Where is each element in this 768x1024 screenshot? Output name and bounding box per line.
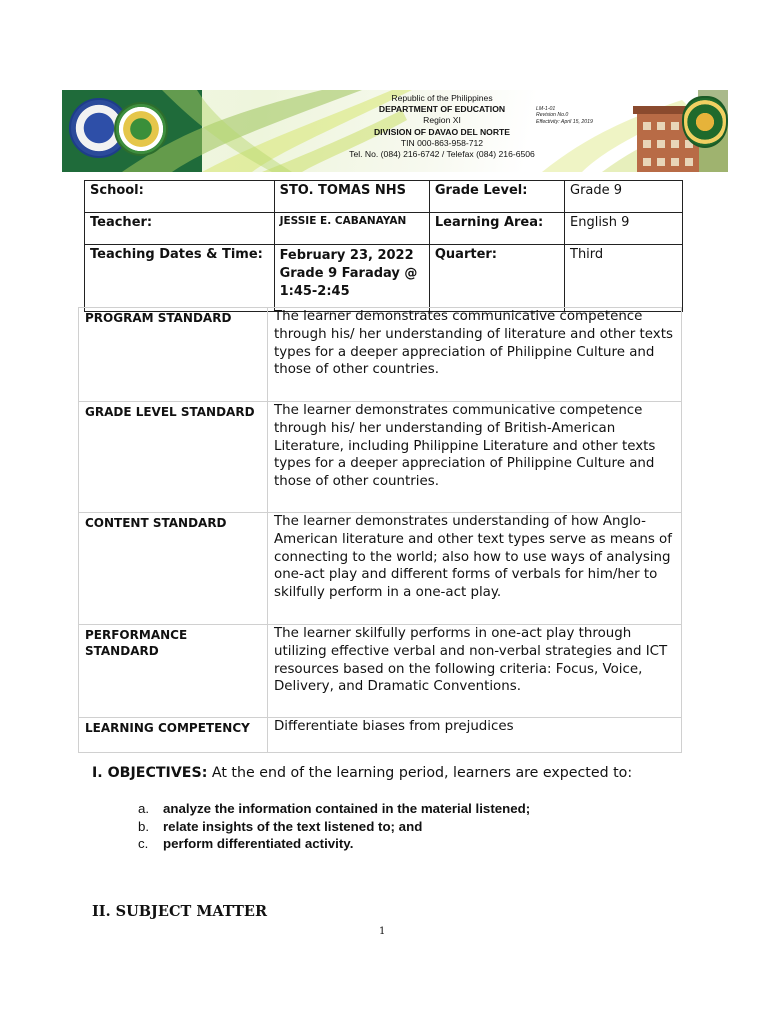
form-code: LM-1-01 (536, 106, 556, 112)
quarter-value: Third (565, 245, 683, 312)
letterhead-banner (62, 90, 728, 172)
division-line: DIVISION OF DAVAO DEL NORTE (373, 126, 511, 137)
teacher-label: Teacher: (85, 213, 275, 245)
standard-text: The learner demonstrates communicative competence through his/ her understanding of literature and other texts types for a deeper appreciation of Philippine Culture and those of other countries. (268, 308, 682, 402)
list-marker: c. (138, 836, 149, 851)
grade-level-label: Grade Level: (429, 181, 564, 213)
standard-label: PROGRAM STANDARD (79, 308, 268, 402)
objectives-intro: At the end of the learning period, learners are expected to: (207, 765, 633, 781)
standard-text: The learner demonstrates communicative competence through his/ her understanding of British-American Literature, including Philippine Literature and other texts types for a deeper appreciation of Philippine Culture and those of other countries. (268, 402, 682, 513)
page-number: 1 (379, 926, 386, 937)
standard-row (79, 308, 682, 402)
info-row-teacher (85, 213, 683, 245)
form-code-block (536, 106, 593, 125)
letterhead-text (292, 93, 592, 160)
learning-area-value: English 9 (565, 213, 683, 245)
info-row-dates (85, 245, 683, 312)
effectivity-date: Effectivity: April 15, 2019 (536, 118, 593, 125)
standard-row (79, 718, 682, 753)
objectives-heading (92, 765, 632, 781)
info-row-school (85, 181, 683, 213)
republic-line: Republic of the Philippines (391, 93, 493, 103)
teaching-section: Grade 9 Faraday @ (279, 266, 418, 281)
learning-area-label: Learning Area: (429, 213, 564, 245)
standard-text: The learner demonstrates understanding of how Anglo-American literature and other text types serve as means of connecting to the world; also how to use ways of analysing one-act play and different forms of verbals for him/her to skilfully perform in a one-act play. (268, 513, 682, 625)
tin-line: TIN 000-863-958-712 (400, 137, 484, 148)
school-label: School: (85, 181, 275, 213)
standard-row (79, 402, 682, 513)
standard-label: CONTENT STANDARD (79, 513, 268, 625)
subject-matter-heading: II. SUBJECT MATTER (92, 903, 267, 920)
standard-row (79, 513, 682, 625)
list-marker: b. (138, 818, 150, 834)
standard-text: Differentiate biases from prejudices (268, 718, 682, 753)
objectives-title: I. OBJECTIVES: (92, 765, 208, 781)
objectives-list (138, 800, 530, 853)
list-item (138, 835, 530, 853)
region-line: Region XI (423, 115, 461, 126)
revision-no: Revision No.0 (536, 112, 569, 119)
teaching-date: February 23, 2022 (279, 248, 414, 263)
school-value: STO. TOMAS NHS (274, 181, 429, 213)
department-line: DEPARTMENT OF EDUCATION (378, 104, 506, 115)
grade-level-value: Grade 9 (565, 181, 683, 213)
division-seal-icon (114, 102, 168, 156)
list-item (138, 800, 530, 818)
list-marker: a. (138, 801, 150, 816)
teaching-dates-value (274, 245, 429, 312)
teaching-time: 1:45-2:45 (279, 284, 350, 299)
list-text: relate insights of the text listened to; and (163, 818, 423, 834)
standard-row (79, 625, 682, 718)
standard-label: GRADE LEVEL STANDARD (79, 402, 268, 513)
standard-label: PERFORMANCE STANDARD (79, 625, 268, 718)
standard-label: LEARNING COMPETENCY (79, 718, 268, 753)
quarter-label: Quarter: (429, 245, 564, 312)
list-item (138, 818, 530, 836)
tel-line: Tel. No. (084) 216-6742 / Telefax (084) 216-6506 (349, 149, 535, 160)
list-text: analyze the information contained in the material listened; (163, 801, 531, 816)
teacher-value: JESSIE E. CABANAYAN (274, 213, 429, 245)
list-text: perform differentiated activity. (163, 836, 354, 851)
school-seal-icon (682, 96, 728, 148)
standards-table (78, 307, 682, 753)
standard-text: The learner skilfully performs in one-act play through utilizing effective verbal and non-verbal strategies and ICT resources based on the following criteria: Focus, Voice, Delivery, and Dramatic Conventions. (268, 625, 682, 718)
teaching-dates-label: Teaching Dates & Time: (85, 245, 275, 312)
lesson-info-table (84, 180, 683, 312)
